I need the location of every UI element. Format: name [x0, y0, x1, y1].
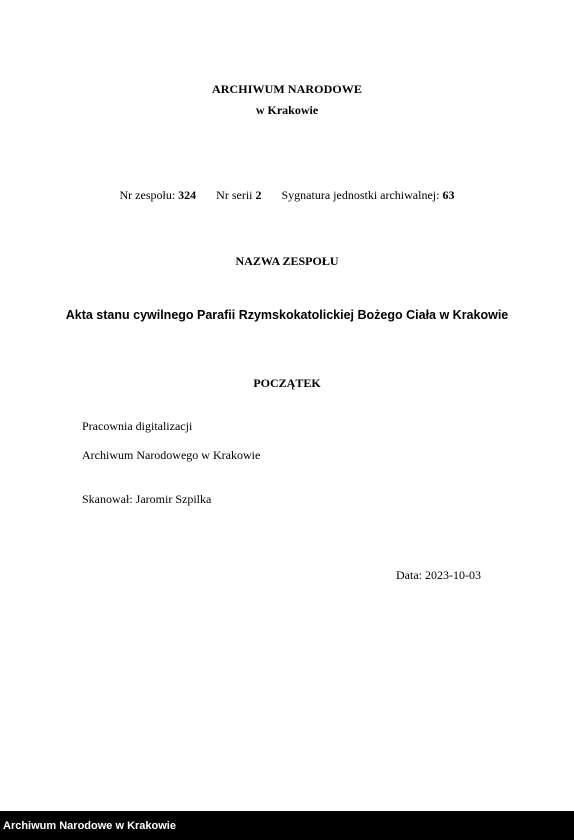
- signature-label: Sygnatura jednostki archiwalnej:: [281, 188, 440, 202]
- archive-city: w Krakowie: [255, 103, 319, 117]
- fonds-title: Akta stanu cywilnego Parafii Rzymskokatolickiej Bożego Ciała w Krakowie: [65, 308, 509, 322]
- series-number-label: Nr serii: [216, 188, 253, 202]
- series-number-value: 2: [255, 188, 262, 202]
- scan-date: Data: 2023-10-03: [396, 568, 481, 582]
- start-heading: POCZĄTEK: [253, 376, 321, 390]
- studio-line-1: Pracownia digitalizacji: [82, 419, 193, 433]
- fonds-number-value: 324: [178, 188, 197, 202]
- reference-line: [0, 188, 574, 203]
- footer-text: Archiwum Narodowe w Krakowie: [3, 820, 176, 832]
- footer-bar: [0, 811, 574, 840]
- fonds-number-label: Nr zespołu:: [119, 188, 176, 202]
- signature-value: 63: [442, 188, 455, 202]
- archive-name: ARCHIWUM NARODOWE: [211, 82, 363, 96]
- studio-line-2: Archiwum Narodowego w Krakowie: [82, 448, 261, 462]
- fonds-heading: NAZWA ZESPOŁU: [235, 254, 339, 268]
- scanned-by: Skanował: Jaromir Szpilka: [82, 492, 212, 506]
